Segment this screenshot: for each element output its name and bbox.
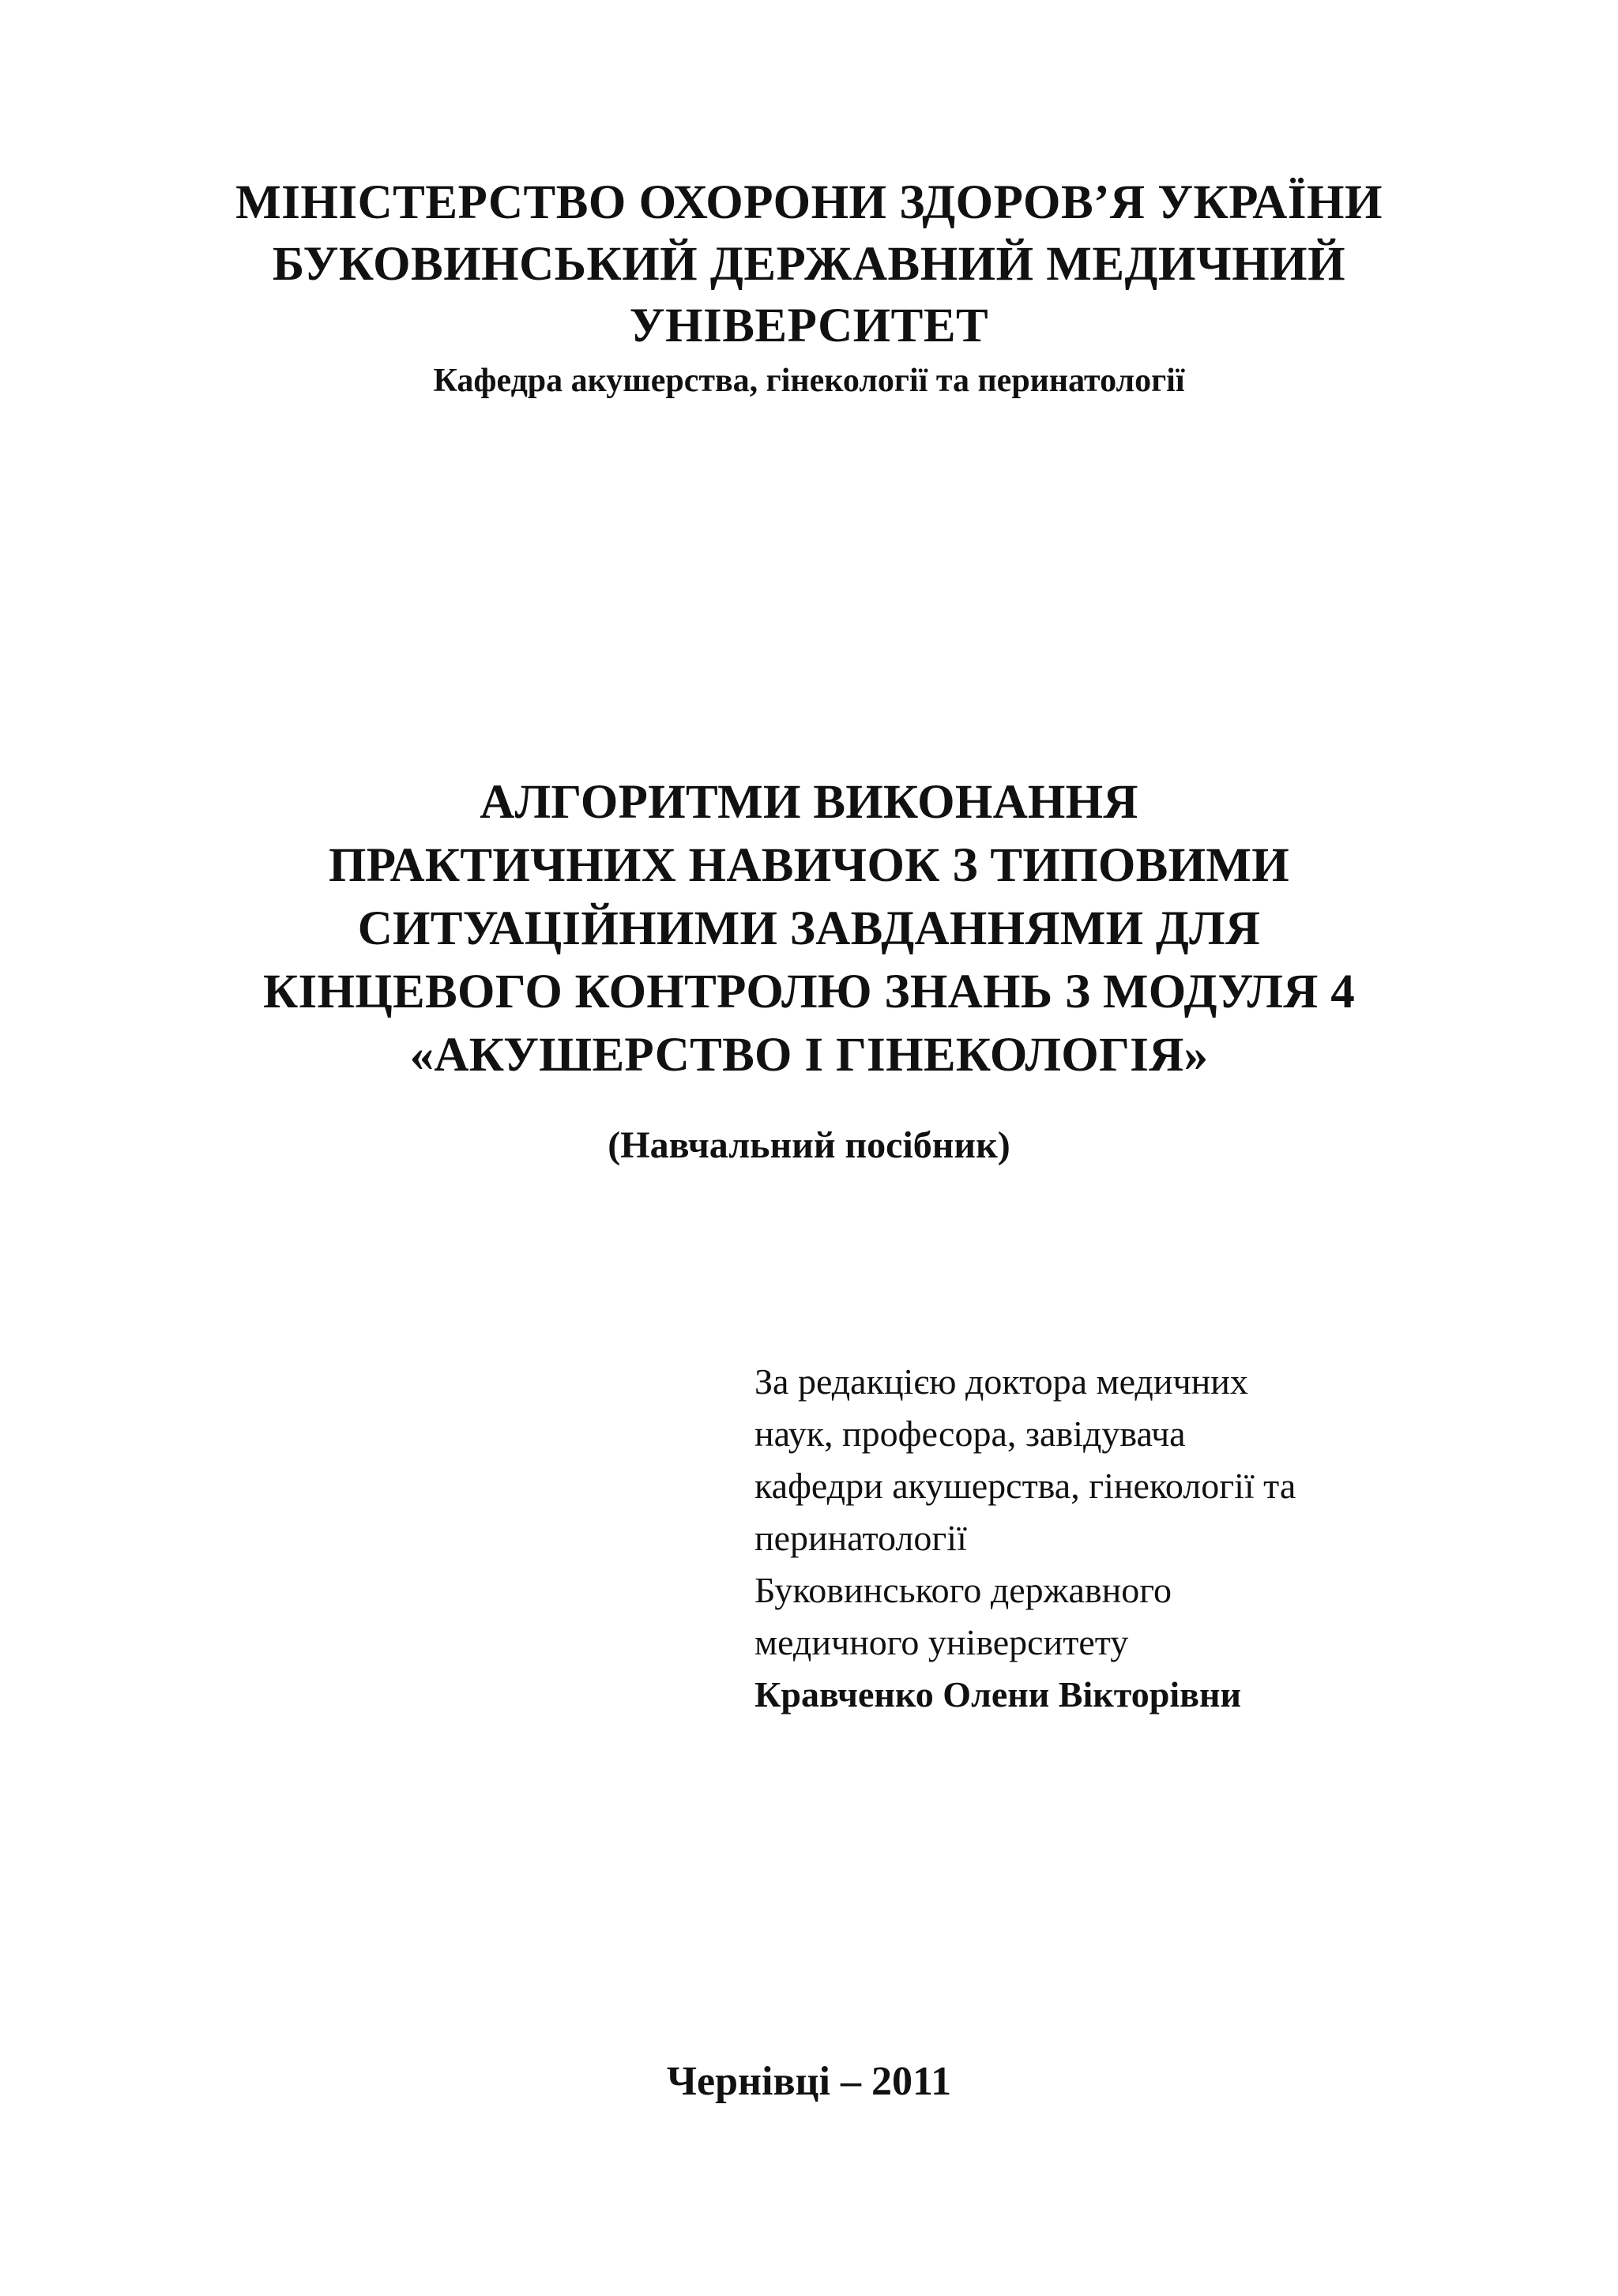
editor-line-1: За редакцією доктора медичних xyxy=(754,1361,1248,1402)
editor-line-5: Буковинського державного xyxy=(754,1570,1172,1610)
editor-line-2: наук, професора, завідувача xyxy=(754,1413,1186,1454)
editor-line-6: медичного університету xyxy=(754,1622,1129,1662)
title-line-4: КІНЦЕВОГО КОНТРОЛЮ ЗНАНЬ З МОДУЛЯ 4 xyxy=(262,965,1356,1018)
department-line: Кафедра акушерства, гінекології та перинатології xyxy=(433,363,1185,399)
title-line-5: «АКУШЕРСТВО І ГІНЕКОЛОГІЯ» xyxy=(409,1029,1209,1082)
title-line-3: СИТУАЦІЙНИМИ ЗАВДАННЯМИ ДЛЯ xyxy=(357,902,1261,955)
editor-line-3: кафедри акушерства, гінекології та xyxy=(754,1466,1296,1506)
university-line-1: БУКОВИНСЬКИЙ ДЕРЖАВНИЙ МЕДИЧНИЙ xyxy=(272,238,1346,291)
ministry-line: МІНІСТЕРСТВО ОХОРОНИ ЗДОРОВ’Я УКРАЇНИ xyxy=(235,176,1383,229)
title-line-1: АЛГОРИТМИ ВИКОНАННЯ xyxy=(480,776,1138,829)
institution-header xyxy=(0,172,1618,405)
university-line-2: УНІВЕРСИТЕТ xyxy=(629,299,989,352)
editor-name: Кравченко Олени Вікторівни xyxy=(754,1674,1241,1714)
document-subtitle: (Навчальний посібник) xyxy=(608,1124,1010,1166)
editor-line-4: перинатології xyxy=(754,1518,967,1558)
place-and-year: Чернівці – 2011 xyxy=(666,2059,952,2104)
document-title xyxy=(0,771,1618,1087)
editor-note xyxy=(754,1356,1545,1721)
title-line-2: ПРАКТИЧНИХ НАВИЧОК З ТИПОВИМИ xyxy=(329,839,1289,892)
